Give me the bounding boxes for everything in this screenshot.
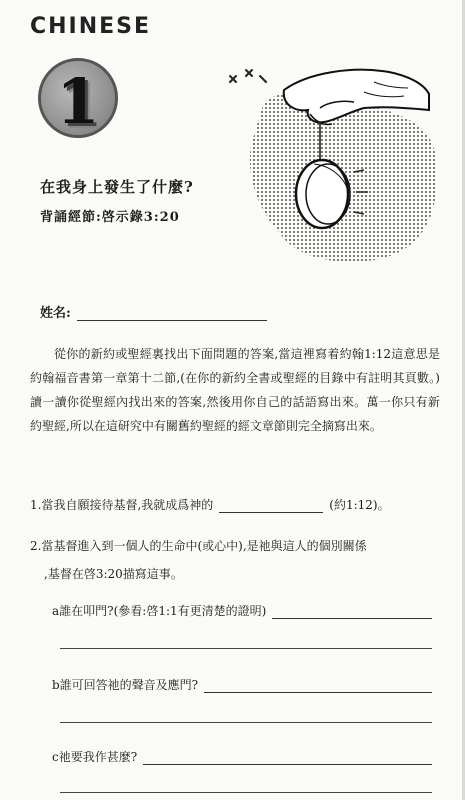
question-2-line-2: ,基督在啓3:20描寫這事。 bbox=[44, 567, 183, 581]
question-1 bbox=[30, 496, 450, 513]
language-label: CHINESE bbox=[30, 14, 152, 39]
memory-verse: 背誦經節:啓示錄3:20 bbox=[40, 210, 180, 225]
name-label: 姓名: bbox=[40, 306, 71, 321]
question-2b bbox=[52, 676, 432, 693]
name-blank-line[interactable] bbox=[77, 306, 267, 321]
lesson-number-badge bbox=[38, 58, 118, 138]
question-1-answer-blank[interactable] bbox=[219, 499, 323, 513]
question-2b-text: b誰可回答祂的聲音及應門? bbox=[52, 678, 199, 692]
question-2b-answer-line[interactable] bbox=[60, 722, 432, 723]
name-field-row bbox=[40, 302, 267, 321]
lesson-number: 1 bbox=[56, 65, 100, 138]
question-2a-answer-line[interactable] bbox=[60, 648, 432, 649]
question-2c-text: c祂要我作甚麼? bbox=[52, 750, 138, 764]
question-2-line-1: 2.當基督進入到一個人的生命中(或心中),是祂與這人的個別關係 bbox=[30, 539, 367, 553]
lesson-title: 在我身上發生了什麼? bbox=[40, 178, 194, 196]
hand-holding-yoyo-illustration bbox=[224, 62, 444, 267]
question-2a-answer-blank[interactable] bbox=[272, 605, 432, 619]
instructions-paragraph: 從你的新約或聖經裏找出下面問題的答案,當這裡寫着約翰1:12這意思是約翰福音書第一章第十二節,(在你的新約全書或聖經的目錄中有註明其頁數。)讀一讀你從聖經內找出來的答案,然後用你自己的話語寫出來。萬一你只有新約聖經,所以在這研究中有關舊約聖經的經文章節則完全摘寫出來。 bbox=[30, 347, 440, 433]
question-2b-answer-blank[interactable] bbox=[204, 679, 432, 693]
question-2 bbox=[30, 532, 450, 588]
question-1-reference: (約1:12)。 bbox=[329, 498, 390, 512]
question-2c-answer-line[interactable] bbox=[60, 792, 432, 793]
question-2c bbox=[52, 748, 432, 765]
question-2a-text: a誰在叩門?(參看:啓1:1有更清楚的證明) bbox=[52, 604, 267, 618]
question-2a bbox=[52, 602, 432, 619]
question-2c-answer-blank[interactable] bbox=[143, 751, 432, 765]
question-1-text: 1.當我自願接待基督,我就成爲神的 bbox=[30, 498, 214, 512]
